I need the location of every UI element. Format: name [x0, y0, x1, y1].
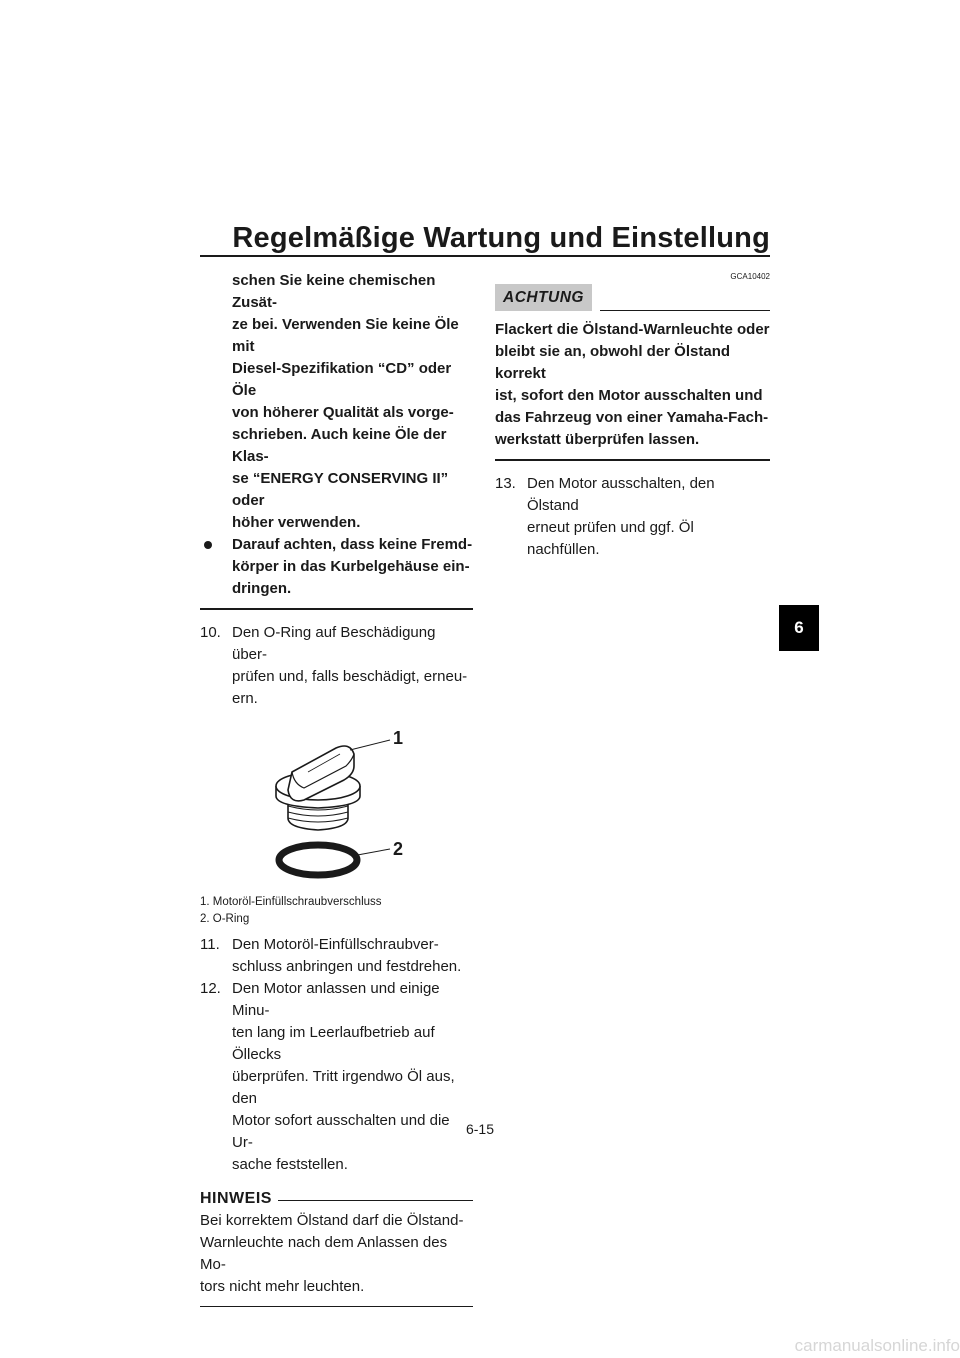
achtung-body — [495, 319, 770, 451]
warning-bullet — [200, 534, 473, 600]
figure-caption — [200, 894, 473, 928]
step-13 — [495, 473, 770, 561]
achtung-label: ACHTUNG — [495, 284, 592, 311]
bullet-line: körper in das Kurbelgehäuse ein- — [232, 558, 470, 575]
step-line: Den O-Ring auf Beschädigung über- — [232, 623, 436, 663]
chapter-tab: 6 — [779, 605, 819, 651]
hinweis-body — [200, 1210, 473, 1298]
figure-oil-cap — [200, 722, 473, 890]
callout-2: 2 — [393, 838, 404, 859]
step-line: Den Motor ausschalten, den Ölstand — [527, 474, 715, 514]
step-number: 11. — [200, 935, 220, 953]
step-line: sache feststellen. — [232, 1155, 348, 1173]
callout-1: 1 — [393, 727, 404, 748]
right-column — [495, 270, 770, 561]
warning-line: Diesel-Spezifikation “CD” oder Öle — [232, 360, 452, 399]
step-number: 12. — [200, 979, 221, 997]
achtung-line: bleibt sie an, obwohl der Ölstand korrekt — [495, 343, 731, 382]
step-line: schluss anbringen und festdrehen. — [232, 957, 462, 975]
warning-line: von höherer Qualität als vorge- — [232, 404, 454, 421]
hinweis-line: tors nicht mehr leuchten. — [200, 1277, 365, 1295]
watermark: carmanualsonline.info — [794, 1336, 960, 1355]
hinweis-line: Warnleuchte nach dem Anlassen des Mo- — [200, 1233, 448, 1273]
achtung-end-rule — [495, 459, 770, 461]
step-line: überprüfen. Tritt irgendwo Öl aus, den — [232, 1067, 455, 1107]
step-11 — [200, 934, 473, 978]
step-line: Den Motoröl-Einfüllschraubver- — [232, 935, 439, 953]
warning-continuation — [200, 270, 473, 534]
achtung-line: Flackert die Ölstand-Warnleuchte oder — [495, 321, 770, 338]
hinweis-end-rule — [200, 1306, 473, 1307]
reference-code: GCA10402 — [730, 272, 770, 281]
caption-line: 2. O-Ring — [200, 912, 250, 925]
achtung-line: werkstatt überprüfen lassen. — [495, 431, 700, 448]
step-line: erneut prüfen und ggf. Öl nachfüllen. — [527, 518, 694, 558]
step-line: ern. — [232, 689, 258, 707]
left-column — [200, 270, 473, 1319]
page-title: Regelmäßige Wartung und Einstellung — [232, 222, 770, 254]
hinweis-heading — [200, 1188, 473, 1210]
step-12 — [200, 978, 473, 1176]
bullet-dot-icon — [204, 541, 212, 549]
warning-line: höher verwenden. — [232, 514, 361, 531]
step-10 — [200, 622, 473, 710]
warning-line: se “ENERGY CONSERVING II” oder — [232, 470, 449, 509]
achtung-rule — [600, 310, 770, 312]
oil-cap-illustration — [200, 722, 473, 890]
hinweis-line: Bei korrektem Ölstand darf die Ölstand- — [200, 1211, 464, 1229]
step-line: Motor sofort ausschalten und die Ur- — [232, 1111, 450, 1151]
hinweis-label: HINWEIS — [200, 1189, 272, 1207]
step-number: 13. — [495, 474, 516, 492]
page-number: 6-15 — [465, 1121, 495, 1137]
warning-end-rule — [200, 608, 473, 610]
warning-line: schrieben. Auch keine Öle der Klas- — [232, 426, 447, 465]
warning-line: ze bei. Verwenden Sie keine Öle mit — [232, 316, 459, 355]
step-number: 10. — [200, 623, 221, 641]
step-line: prüfen und, falls beschädigt, erneu- — [232, 667, 468, 685]
hinweis-rule — [278, 1200, 473, 1202]
achtung-heading — [495, 284, 770, 311]
achtung-line: ist, sofort den Motor ausschalten und — [495, 387, 763, 404]
bullet-line: dringen. — [232, 580, 292, 597]
caption-line: 1. Motoröl-Einfüllschraubverschluss — [200, 895, 382, 908]
bullet-line: Darauf achten, dass keine Fremd- — [232, 536, 473, 553]
step-line: Den Motor anlassen und einige Minu- — [232, 979, 440, 1019]
step-line: ten lang im Leerlaufbetrieb auf Öllecks — [232, 1023, 435, 1063]
warning-line: schen Sie keine chemischen Zusät- — [232, 272, 436, 311]
title-rule — [200, 255, 770, 257]
achtung-line: das Fahrzeug von einer Yamaha-Fach- — [495, 409, 769, 426]
